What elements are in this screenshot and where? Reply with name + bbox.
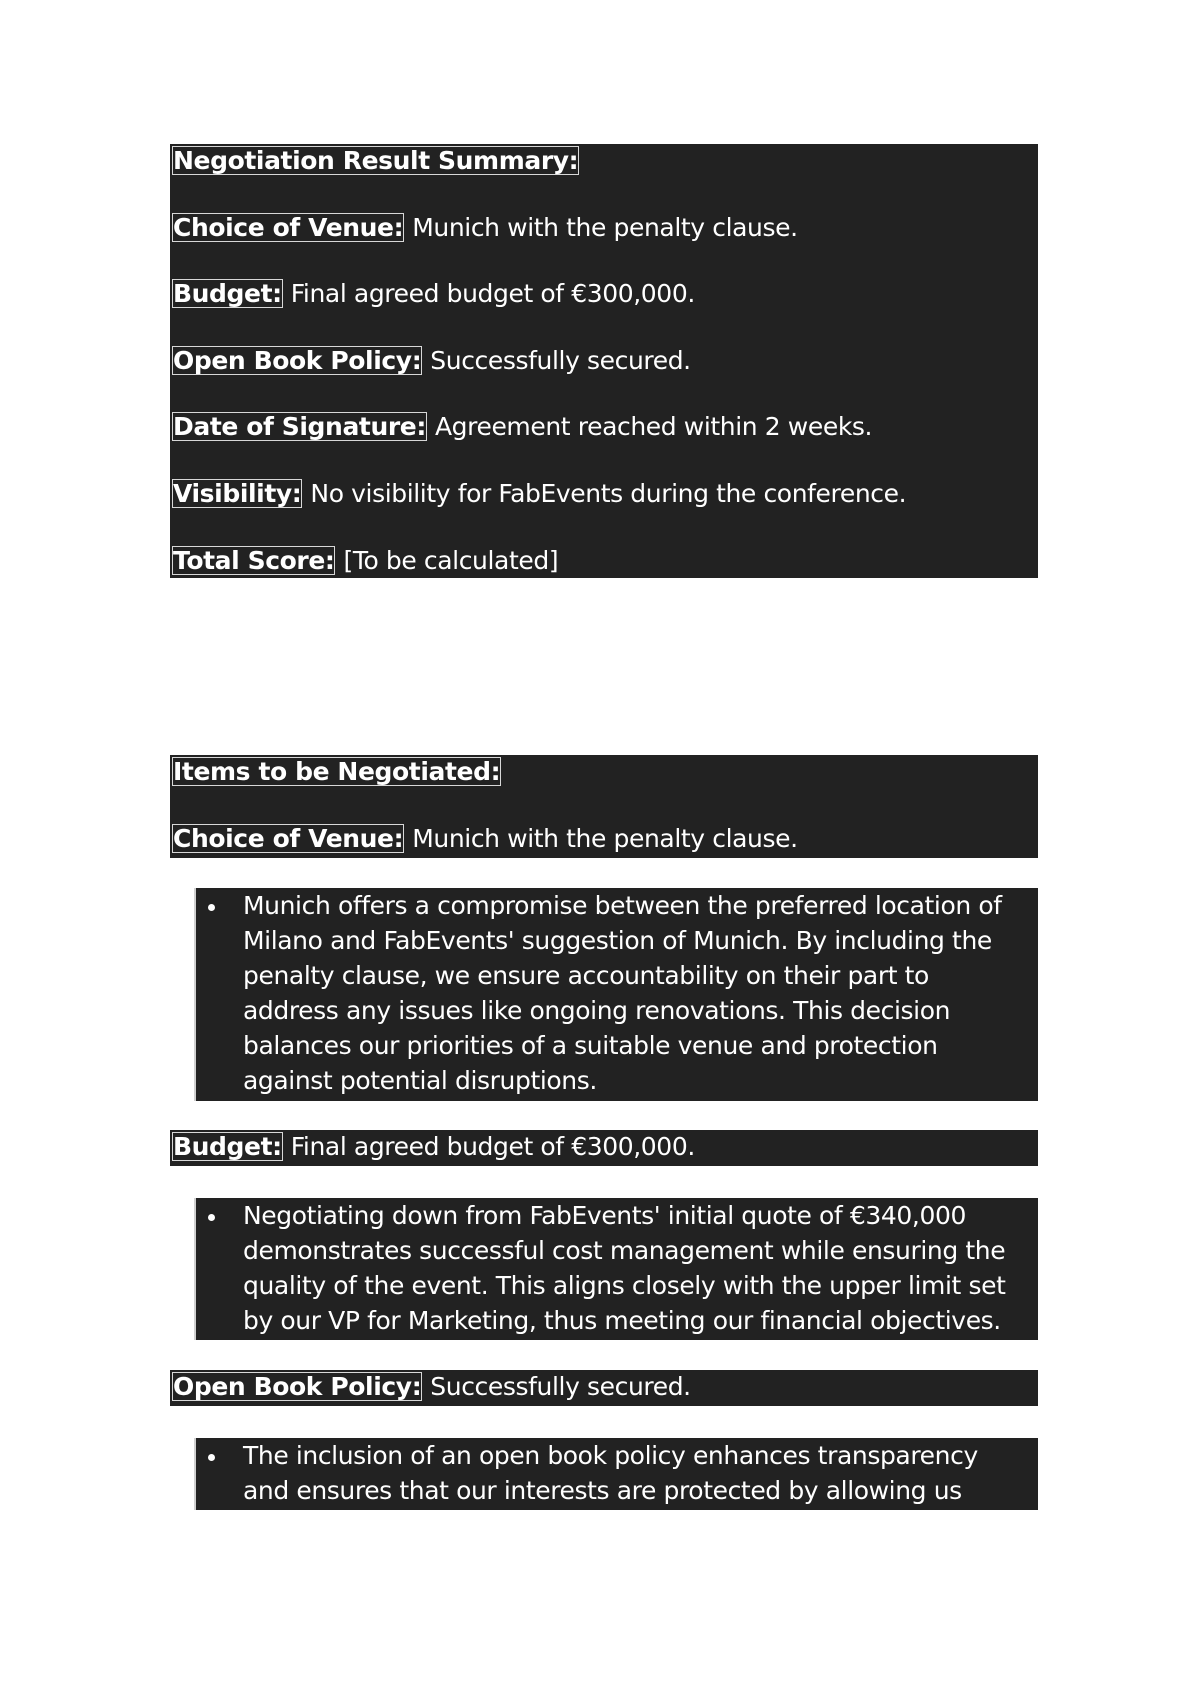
items-venue-row: [172, 824, 798, 854]
items-open-book-row: [172, 1372, 691, 1402]
items-budget-label: Budget:: [173, 1132, 282, 1161]
venue-bullet-block: [194, 888, 1038, 1101]
open-book-bullet-text: The inclusion of an open book policy enhances transparency and ensures that our interests are protected by allowing us access to: [243, 1441, 978, 1540]
summary-row-visibility: [172, 479, 906, 509]
summary-open-book-value: Successfully secured.: [430, 346, 691, 375]
summary-visibility-value: No visibility for FabEvents during the conference.: [310, 479, 907, 508]
summary-budget-value: Final agreed budget of €300,000.: [290, 279, 695, 308]
summary-row-total-score: [172, 546, 558, 576]
open-book-bullet-block: [194, 1438, 1038, 1540]
summary-venue-value: Munich with the penalty clause.: [412, 213, 798, 242]
summary-budget-label: Budget:: [173, 279, 282, 308]
summary-heading: Negotiation Result Summary:: [173, 146, 579, 175]
summary-open-book-label: Open Book Policy:: [173, 346, 422, 375]
summary-total-score-value: [To be calculated]: [343, 546, 559, 575]
items-open-book-label: Open Book Policy:: [173, 1372, 422, 1401]
items-open-book-value: Successfully secured.: [430, 1372, 691, 1401]
budget-bullet-text: Negotiating down from FabEvents' initial quote of €340,000 demonstrates successful cost management while ensuring the quality of the event. This aligns closely with the upper limit set by our VP for Marketing, thus meeting our financial objectives.: [243, 1201, 1006, 1335]
items-budget-row: [172, 1132, 695, 1162]
summary-signature-label: Date of Signature:: [173, 412, 426, 441]
venue-bullet-text: Munich offers a compromise between the preferred location of Milano and FabEvents' suggestion of Munich. By including the penalty clause, we ensure accountability on their part to address any issues like ongoing renovations. This decision balances our priorities of a suitable venue and protection against potential disruptions.: [243, 891, 1002, 1095]
summary-row-budget: [172, 279, 695, 309]
summary-row-venue: [172, 213, 798, 243]
items-venue-label: Choice of Venue:: [173, 824, 404, 853]
items-budget-row-block: [170, 1130, 1038, 1166]
items-heading-line: [172, 757, 501, 787]
items-venue-value: Munich with the penalty clause.: [412, 824, 798, 853]
items-open-book-row-block: [170, 1370, 1038, 1406]
items-heading: Items to be Negotiated:: [173, 757, 501, 786]
summary-row-open-book: [172, 346, 691, 376]
items-budget-value: Final agreed budget of €300,000.: [290, 1132, 695, 1161]
bullet-dot-icon: [208, 904, 215, 911]
bullet-dot-icon: [208, 1454, 215, 1461]
items-heading-section: [170, 755, 1038, 858]
summary-row-signature: [172, 412, 872, 442]
budget-bullet-block: [194, 1198, 1038, 1340]
bullet-dot-icon: [208, 1214, 215, 1221]
summary-signature-value: Agreement reached within 2 weeks.: [434, 412, 873, 441]
summary-visibility-label: Visibility:: [173, 479, 302, 508]
summary-venue-label: Choice of Venue:: [173, 213, 404, 242]
summary-heading-line: [172, 146, 579, 176]
summary-total-score-label: Total Score:: [173, 546, 335, 575]
negotiation-summary-section: [170, 144, 1038, 578]
